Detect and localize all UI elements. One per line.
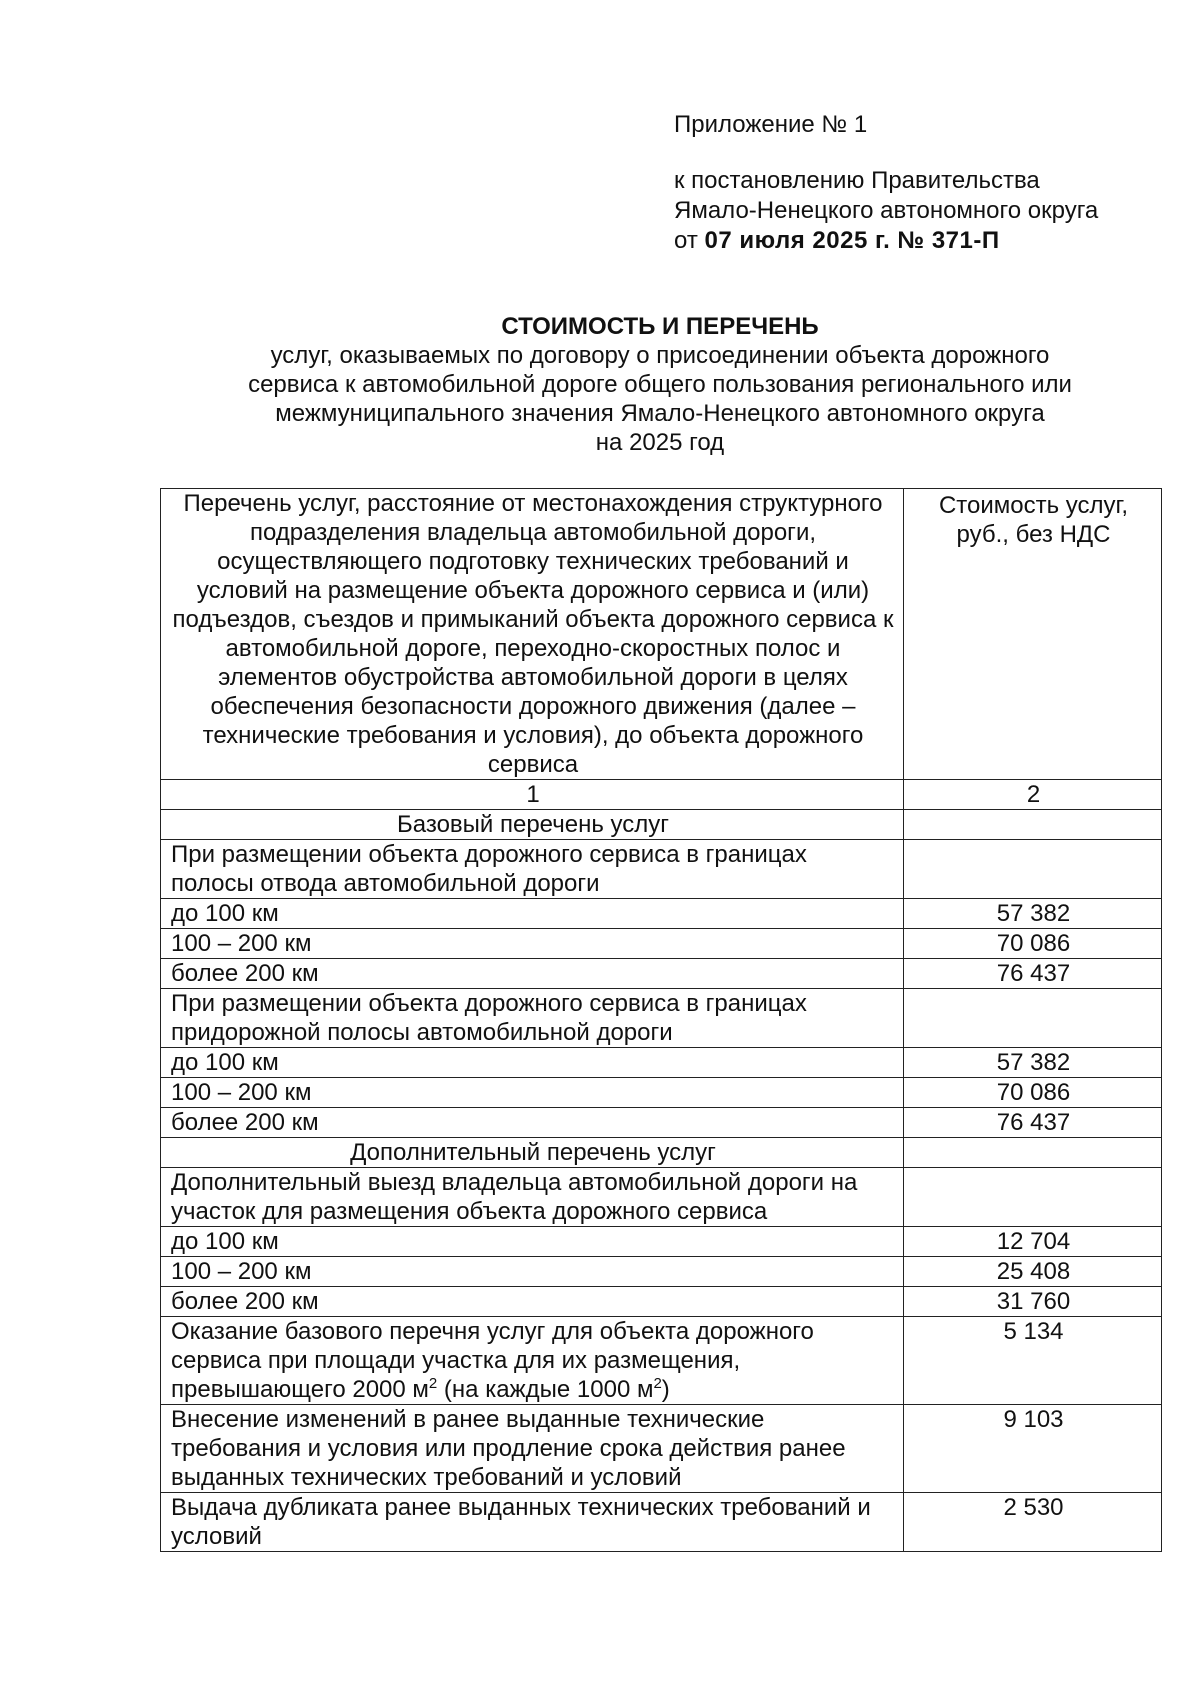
distance-label: до 100 км [161, 1227, 904, 1257]
area-superscript-2: 2 [653, 1375, 662, 1392]
column-number-row [161, 780, 1162, 810]
distance-label: более 200 км [161, 959, 904, 989]
group-row [161, 840, 1162, 899]
group-title-roadside-strip: При размещении объекта дорожного сервиса в границах придорожной полосы автомобильной дороги [161, 989, 904, 1048]
duplicate-service-text: Выдача дубликата ранее выданных технических требований и условий [161, 1493, 904, 1552]
cost-value: 76 437 [904, 1108, 1162, 1138]
area-service-text [161, 1317, 904, 1405]
area-text-part-1: Оказание базового перечня услуг для объекта дорожного сервиса при площади участка для их размещения, превышающего 2000 м [171, 1318, 814, 1403]
subtitle-line-1: услуг, оказываемых по договору о присоединении объекта дорожного [270, 342, 1050, 369]
appendix-title: Приложение № 1 [674, 111, 868, 138]
changes-service-text: Внесение изменений в ранее выданные технические требования и условия или продление срока действия ранее выданных технических требований и условий [161, 1405, 904, 1493]
table-row [161, 1493, 1162, 1552]
distance-label: до 100 км [161, 1048, 904, 1078]
cost-value: 31 760 [904, 1287, 1162, 1317]
table-row [161, 1078, 1162, 1108]
table-row [161, 1287, 1162, 1317]
cost-value: 5 134 [904, 1317, 1162, 1405]
appendix-region-line: Ямало-Ненецкого автономного округа [674, 197, 1099, 224]
section-row-basic [161, 810, 1162, 840]
appendix-date-line [674, 226, 1154, 256]
empty-cell [904, 1168, 1162, 1227]
appendix-resolution-line: к постановлению Правительства [674, 167, 1040, 194]
document-title-block [160, 312, 1160, 457]
section-title-additional: Дополнительный перечень услуг [161, 1138, 904, 1168]
cost-value: 12 704 [904, 1227, 1162, 1257]
group-title-additional-visit: Дополнительный выезд владельца автомобильной дороги на участок для размещения объекта дорожного сервиса [161, 1168, 904, 1227]
section-row-additional [161, 1138, 1162, 1168]
group-row [161, 1168, 1162, 1227]
empty-cell [904, 810, 1162, 840]
table-header-row [161, 489, 1162, 780]
subtitle-line-4: на 2025 год [595, 429, 725, 456]
cost-value: 57 382 [904, 899, 1162, 929]
table-row [161, 1108, 1162, 1138]
cost-value: 2 530 [904, 1493, 1162, 1552]
cost-value: 25 408 [904, 1257, 1162, 1287]
cost-value: 70 086 [904, 1078, 1162, 1108]
services-table [160, 488, 1162, 1552]
table-row [161, 899, 1162, 929]
document-heading: СТОИМОСТЬ И ПЕРЕЧЕНЬ [501, 313, 819, 340]
distance-label: 100 – 200 км [161, 929, 904, 959]
empty-cell [904, 1138, 1162, 1168]
empty-cell [904, 989, 1162, 1048]
table-row [161, 1227, 1162, 1257]
table-row [161, 1048, 1162, 1078]
distance-label: 100 – 200 км [161, 1078, 904, 1108]
column-number-1: 1 [161, 780, 904, 810]
area-text-part-3: ) [661, 1376, 670, 1403]
table-row [161, 1317, 1162, 1405]
subtitle-line-3: межмуниципального значения Ямало-Ненецкого автономного округа [275, 400, 1045, 427]
table-row [161, 929, 1162, 959]
group-title-right-of-way: При размещении объекта дорожного сервиса в границах полосы отвода автомобильной дороги [161, 840, 904, 899]
subtitle-line-2: сервиса к автомобильной дороге общего пользования регионального или [248, 371, 1072, 398]
cost-value: 70 086 [904, 929, 1162, 959]
section-title-basic: Базовый перечень услуг [161, 810, 904, 840]
cost-value: 76 437 [904, 959, 1162, 989]
header-cost: Стоимость услуг, руб., без НДС [904, 489, 1162, 780]
distance-label: более 200 км [161, 1108, 904, 1138]
distance-label: до 100 км [161, 899, 904, 929]
appendix-block [674, 110, 1154, 256]
resolution-date-number: 07 июля 2025 г. № 371-П [704, 227, 1000, 254]
distance-label: более 200 км [161, 1287, 904, 1317]
column-number-2: 2 [904, 780, 1162, 810]
cost-value: 9 103 [904, 1405, 1162, 1493]
group-row [161, 989, 1162, 1048]
distance-label: 100 – 200 км [161, 1257, 904, 1287]
area-superscript-1: 2 [428, 1375, 438, 1392]
table-row [161, 959, 1162, 989]
table-row [161, 1257, 1162, 1287]
area-text-part-2: (на каждые 1000 м [437, 1376, 654, 1403]
date-prefix: от [674, 227, 698, 254]
header-services: Перечень услуг, расстояние от местонахождения структурного подразделения владельца автомобильной дороги, осуществляющего подготовку технических требований и условий на размещение объекта дорожного сервиса и (или) подъездов, съездов и примыканий объекта дорожного сервиса к автомобильной дороге, переходно-скоростных полос и элементов обустройства автомобильной дороги в целях обеспечения безопасности дорожного движения (далее – технические требования и условия), до объекта дорожного сервиса [161, 489, 904, 780]
cost-value: 57 382 [904, 1048, 1162, 1078]
table-row [161, 1405, 1162, 1493]
empty-cell [904, 840, 1162, 899]
